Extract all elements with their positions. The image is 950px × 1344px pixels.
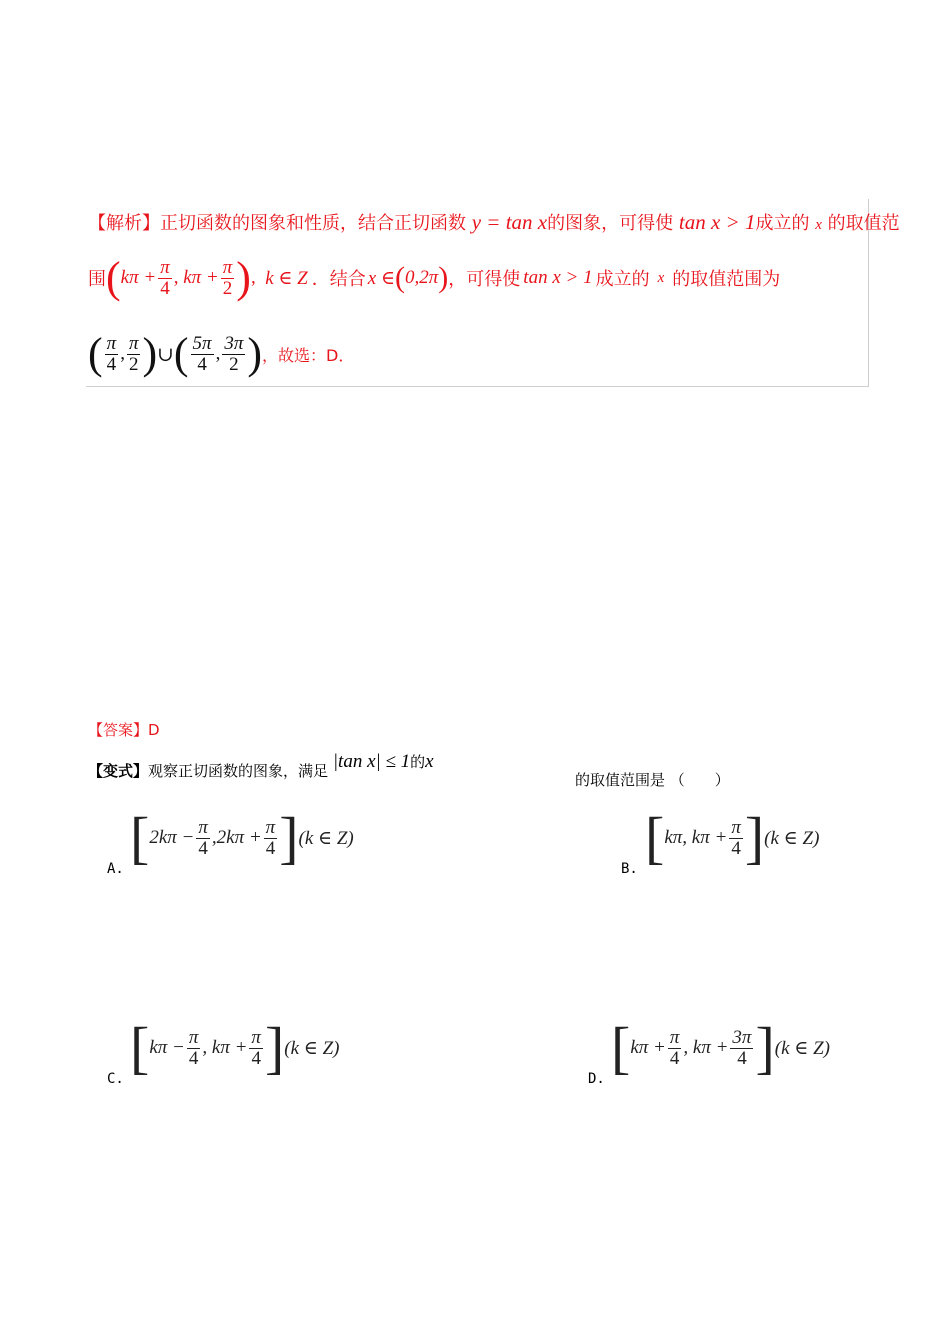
solution-text: ，可得使 [448, 269, 521, 290]
union-symbol: ∪ [157, 343, 174, 366]
fraction-5pi-4: $\frac{5\pi}{4}$ [192, 332, 212, 375]
answer-tag: 【答案】 [88, 721, 149, 739]
option-c-expression[interactable]: [ kπ − $\frac{\pi}{4}$ , kπ + $\frac{\pi}{4}$ ] (k ∈ Z) [130, 1015, 340, 1080]
answer-line [88, 719, 160, 740]
right-paren: ) [236, 253, 251, 302]
fraction-pi-4: $\frac{\pi}{4}$ [106, 332, 117, 375]
variable-x: x [425, 751, 434, 772]
condition-x-in: x ∈ [367, 267, 396, 289]
solution-text: 的图象，可得使 [547, 213, 674, 234]
interval-term: kπ + [183, 267, 219, 288]
option-a-letter[interactable]: A. [107, 861, 124, 877]
inequality-tan-x-gt-1: tan x > 1 [523, 267, 593, 288]
solution-text: 的取值范 [827, 213, 900, 234]
solution-text: 正切函数的图象和性质，结合正切函数 [160, 213, 466, 234]
option-b-expression[interactable]: [ kπ, kπ + $\frac{\pi}{4}$ ] (k ∈ Z) [645, 805, 820, 870]
solution-text: 围 [88, 269, 106, 290]
option-a-expression[interactable]: [ 2kπ − $\frac{\pi}{4}$ ,2kπ + $\frac{\pi}{4}$ ] (k ∈ Z) [130, 805, 354, 870]
solution-line-3 [88, 329, 355, 378]
solution-line-1 [88, 209, 900, 235]
answer-value: D [148, 721, 160, 739]
solution-text: 成立的 [755, 213, 810, 234]
interval-0-2pi: ( 0,2π ) [395, 261, 449, 294]
solution-tag: 【解析】 [88, 213, 160, 234]
solution-conclusion: ，故选：D． [262, 345, 355, 365]
variant-stem [88, 751, 434, 782]
option-c-letter[interactable]: C. [107, 1071, 124, 1087]
fraction-3pi-2: $\frac{3\pi}{2}$ [224, 332, 244, 375]
left-paren: ( [106, 253, 121, 302]
union-of-intervals: ( $\frac{\pi}{4}$ , $\frac{\pi}{2}$ ) ∪ ( $\frac{5\pi}{4}$ , $\frac{3\pi}{2}$ ) [88, 329, 263, 378]
fraction-pi-2: $\frac{\pi}{2}$ [222, 256, 233, 299]
variable-x: x [815, 217, 822, 233]
variable-x: x [657, 269, 665, 286]
solution-text: ．结合 [311, 269, 366, 290]
option-d-expression[interactable]: [ kπ + $\frac{\pi}{4}$ , kπ + $\frac{3\pi}{4}$ ] (k ∈ Z) [611, 1015, 830, 1080]
variant-text: 的 [410, 753, 426, 771]
option-d-letter[interactable]: D. [588, 1071, 605, 1087]
fraction-pi-2: $\frac{\pi}{2}$ [128, 332, 139, 375]
interval-term: kπ + [120, 267, 157, 288]
variant-tag: 【变式】 [88, 762, 149, 780]
fraction-pi-4: $\frac{\pi}{4}$ [160, 256, 170, 299]
inequality-tan-x-gt-1: tan x > 1 [678, 210, 756, 234]
solution-line-2 [88, 253, 781, 302]
solution-text: 成立的 [595, 269, 650, 290]
variant-text: 观察正切函数的图象，满足 [148, 762, 329, 780]
equation-y-tan-x: y = tan x [471, 210, 548, 234]
solution-text: 的取值范围为 [672, 269, 781, 290]
interval-1: ( kπ + $\frac{\pi}{4}$ , kπ + $\frac{\pi}{2}$ ) , k ∈ Z [106, 253, 308, 302]
k-in-z: k ∈ Z [265, 267, 308, 289]
condition-abs-tan-x: |tan x| ≤ 1 [332, 751, 411, 772]
option-b-letter[interactable]: B. [621, 861, 638, 877]
variant-stem-end: 的取值范围是 （ ） [575, 771, 730, 789]
